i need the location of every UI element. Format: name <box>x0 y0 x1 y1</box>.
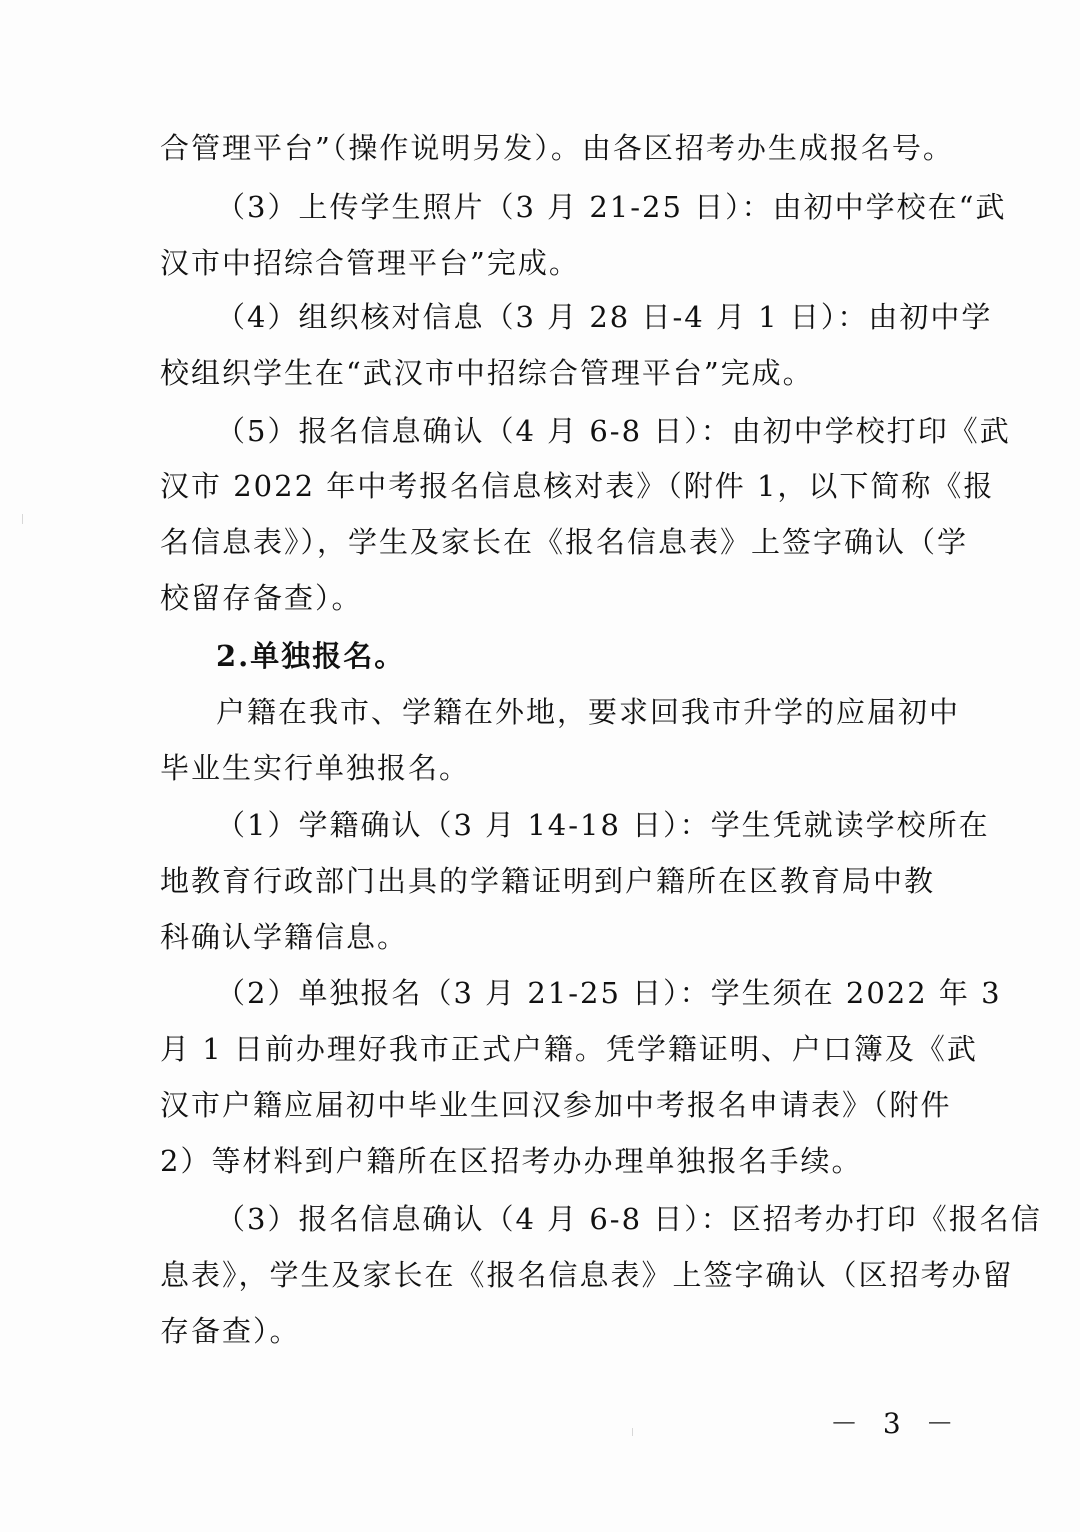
paragraph-line: （5）报名信息确认（4 月 6-8 日）：由初中学校打印《武 <box>216 414 1011 448</box>
paragraph-line: 户籍在我市、学籍在外地，要求回我市升学的应届初中 <box>216 695 961 729</box>
paragraph-line: 存备查）。 <box>160 1314 301 1348</box>
paragraph-line: 2）等材料到户籍所在区招考办办理单独报名手续。 <box>160 1144 863 1178</box>
paragraph-line: 息表》，学生及家长在《报名信息表》上签字确认（区招考办留 <box>160 1258 1014 1292</box>
scan-speck <box>22 514 23 524</box>
paragraph-line: （3）上传学生照片（3 月 21-25 日）：由初中学校在“武 <box>216 190 1007 224</box>
paragraph-line: 月 1 日前办理好我市正式户籍。凭学籍证明、户口簿及《武 <box>160 1032 978 1066</box>
paragraph-line: （2）单独报名（3 月 21-25 日）：学生须在 2022 年 3 <box>216 976 1002 1010</box>
scan-speck <box>632 1428 633 1436</box>
page-number: － 3 － <box>830 1407 962 1440</box>
paragraph-line: 汉市中招综合管理平台”完成。 <box>160 246 580 280</box>
paragraph-line: 毕业生实行单独报名。 <box>160 751 471 785</box>
paragraph-line: 名信息表》），学生及家长在《报名信息表》上签字确认（学 <box>160 525 969 559</box>
paragraph-line: 校组织学生在“武汉市中招综合管理平台”完成。 <box>160 356 814 390</box>
paragraph-line: 科确认学籍信息。 <box>160 920 409 954</box>
paragraph-line: 汉市 2022 年中考报名信息核对表》（附件 1，以下简称《报 <box>160 469 995 503</box>
paragraph-line: （1）学籍确认（3 月 14-18 日）：学生凭就读学校所在 <box>216 808 990 842</box>
paragraph-line: （4）组织核对信息（3 月 28 日-4 月 1 日）：由初中学 <box>216 300 993 334</box>
paragraph-line: 校留存备查）。 <box>160 581 363 615</box>
paragraph-line: 汉市户籍应届初中毕业生回汉参加中考报名申请表》（附件 <box>160 1088 952 1122</box>
section-heading: 2.单独报名。 <box>216 639 406 673</box>
paragraph-line: 合管理平台”（操作说明另发）。由各区招考办生成报名号。 <box>160 131 954 165</box>
paragraph-line: 地教育行政部门出具的学籍证明到户籍所在区教育局中教 <box>160 864 936 898</box>
paragraph-line: （3）报名信息确认（4 月 6-8 日）：区招考办打印《报名信 <box>216 1202 1042 1236</box>
